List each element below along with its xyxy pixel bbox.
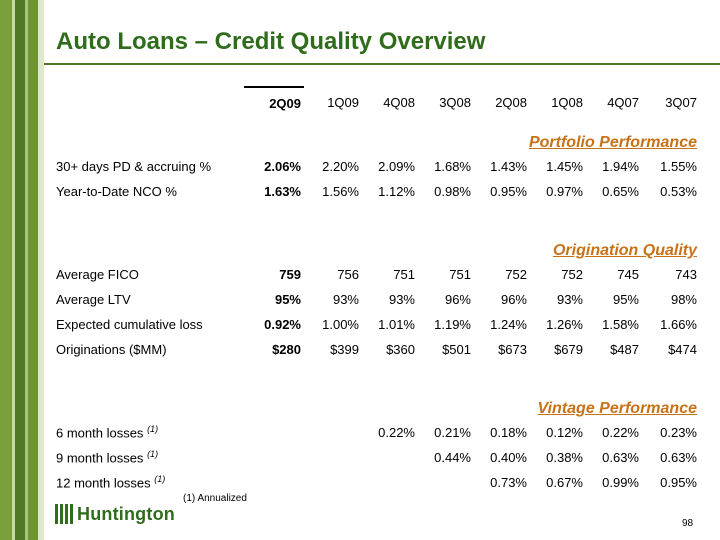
- table-cell: 745: [617, 267, 639, 282]
- header-blank: [56, 87, 244, 118]
- table-cell: 0.53%: [660, 184, 697, 199]
- row-label: Average LTV: [56, 292, 131, 307]
- footnote: (1) Annualized: [183, 493, 247, 504]
- table-cell: 1.68%: [434, 159, 471, 174]
- table-cell: [304, 470, 362, 495]
- column-header: 4Q07: [607, 95, 639, 110]
- table-row: [56, 420, 700, 445]
- column-header: 2Q09: [244, 87, 304, 118]
- table-cell: 1.12%: [378, 184, 415, 199]
- table-cell: [304, 445, 362, 470]
- table-cell: 0.40%: [490, 450, 527, 465]
- table-cell: 0.99%: [602, 475, 639, 490]
- spacer-row: [56, 204, 700, 226]
- table-cell: 1.19%: [434, 317, 471, 332]
- table-cell: 2.20%: [322, 159, 359, 174]
- row-label: 30+ days PD & accruing %: [56, 159, 211, 174]
- table-cell: 93%: [388, 292, 415, 307]
- row-label: 6 month losses: [56, 425, 144, 441]
- table-cell: 96%: [444, 292, 471, 307]
- table-cell: 1.24%: [490, 317, 527, 332]
- table-cell: [362, 470, 418, 495]
- section-title-origination: Origination Quality: [552, 242, 697, 259]
- table-row: [56, 154, 700, 179]
- table-cell: [418, 470, 474, 495]
- title-divider: [44, 63, 720, 65]
- header-row: [56, 87, 700, 118]
- table-cell: [244, 420, 304, 445]
- huntington-logo-icon: [55, 504, 73, 524]
- column-header: 4Q08: [383, 95, 415, 110]
- table-cell: 0.21%: [434, 425, 471, 440]
- table-cell: 93%: [556, 292, 583, 307]
- table-cell: 1.43%: [490, 159, 527, 174]
- table-cell: 0.18%: [490, 425, 527, 440]
- table-cell: 0.38%: [546, 450, 583, 465]
- table-cell: $280: [272, 342, 301, 357]
- table-cell: 1.01%: [378, 317, 415, 332]
- row-label-cell: [56, 420, 244, 445]
- footnote-marker: (1): [147, 449, 159, 460]
- table-cell: 0.22%: [378, 425, 415, 440]
- table-cell: 752: [561, 267, 583, 282]
- table-cell: $501: [442, 342, 471, 357]
- table-cell: 95%: [274, 292, 301, 307]
- table-cell: 0.73%: [490, 475, 527, 490]
- section-heading-row: [56, 384, 700, 420]
- column-header: 3Q07: [665, 95, 697, 110]
- table-cell: 751: [393, 267, 415, 282]
- row-label: 9 month losses: [56, 450, 144, 466]
- table-cell: 1.58%: [602, 317, 639, 332]
- table-cell: 2.09%: [378, 159, 415, 174]
- table-cell: [244, 470, 304, 495]
- page-number: 98: [682, 518, 694, 529]
- table-cell: 1.56%: [322, 184, 359, 199]
- table-cell: [304, 420, 362, 445]
- table-cell: 0.95%: [660, 475, 697, 490]
- row-label: Expected cumulative loss: [56, 317, 203, 332]
- table-row: [56, 445, 700, 470]
- table-cell: 93%: [332, 292, 359, 307]
- section-heading-row: [56, 118, 700, 154]
- spacer-row: [56, 362, 700, 384]
- table-cell: 0.22%: [602, 425, 639, 440]
- credit-quality-table: [56, 86, 700, 495]
- table-cell: 1.00%: [322, 317, 359, 332]
- table-row: [56, 312, 700, 337]
- table-cell: 1.55%: [660, 159, 697, 174]
- footnote-marker: (1): [154, 474, 166, 485]
- table-row: [56, 179, 700, 204]
- table-row: [56, 470, 700, 495]
- row-label-cell: [56, 470, 244, 495]
- table-cell: $360: [386, 342, 415, 357]
- table-cell: 0.95%: [490, 184, 527, 199]
- table-cell: 1.45%: [546, 159, 583, 174]
- table-cell: 0.44%: [434, 450, 471, 465]
- section-heading-row: [56, 226, 700, 262]
- column-header: 1Q09: [327, 95, 359, 110]
- table-cell: 0.23%: [660, 425, 697, 440]
- logo-text: Huntington: [77, 503, 175, 524]
- table-cell: 0.98%: [434, 184, 471, 199]
- row-label: Year-to-Date NCO %: [56, 184, 177, 199]
- table-cell: 98%: [670, 292, 697, 307]
- column-header: 3Q08: [439, 95, 471, 110]
- huntington-logo: [55, 503, 175, 525]
- row-label: 12 month losses: [56, 475, 151, 491]
- table-cell: 0.65%: [602, 184, 639, 199]
- table-cell: 752: [505, 267, 527, 282]
- table-cell: [244, 445, 304, 470]
- table-cell: 1.94%: [602, 159, 639, 174]
- table-cell: 96%: [500, 292, 527, 307]
- table-cell: 2.06%: [264, 159, 301, 174]
- table-cell: $399: [330, 342, 359, 357]
- column-header: 1Q08: [551, 95, 583, 110]
- page-title: Auto Loans – Credit Quality Overview: [56, 28, 486, 55]
- table-cell: 759: [279, 267, 301, 282]
- table-cell: 751: [449, 267, 471, 282]
- table-cell: $679: [554, 342, 583, 357]
- table-cell: 0.67%: [546, 475, 583, 490]
- table-cell: 756: [337, 267, 359, 282]
- row-label: Average FICO: [56, 267, 139, 282]
- table-row: [56, 287, 700, 312]
- row-label-cell: [56, 445, 244, 470]
- table-row: [56, 262, 700, 287]
- table-cell: 0.12%: [546, 425, 583, 440]
- column-header: 2Q08: [495, 95, 527, 110]
- decorative-stripes: [0, 0, 44, 540]
- table-cell: $474: [668, 342, 697, 357]
- table-cell: 1.63%: [264, 184, 301, 199]
- table-cell: 1.26%: [546, 317, 583, 332]
- section-title-portfolio: Portfolio Performance: [528, 134, 697, 151]
- table-cell: 0.63%: [602, 450, 639, 465]
- row-label: Originations ($MM): [56, 342, 167, 357]
- table-cell: $673: [498, 342, 527, 357]
- table-cell: $487: [610, 342, 639, 357]
- footnote-marker: (1): [147, 424, 159, 435]
- table-cell: 0.92%: [264, 317, 301, 332]
- section-title-vintage: Vintage Performance: [537, 400, 697, 417]
- table-cell: 0.63%: [660, 450, 697, 465]
- table-row: [56, 337, 700, 362]
- table-cell: 1.66%: [660, 317, 697, 332]
- table-cell: 0.97%: [546, 184, 583, 199]
- table-cell: 743: [675, 267, 697, 282]
- table-cell: [362, 445, 418, 470]
- table-cell: 95%: [612, 292, 639, 307]
